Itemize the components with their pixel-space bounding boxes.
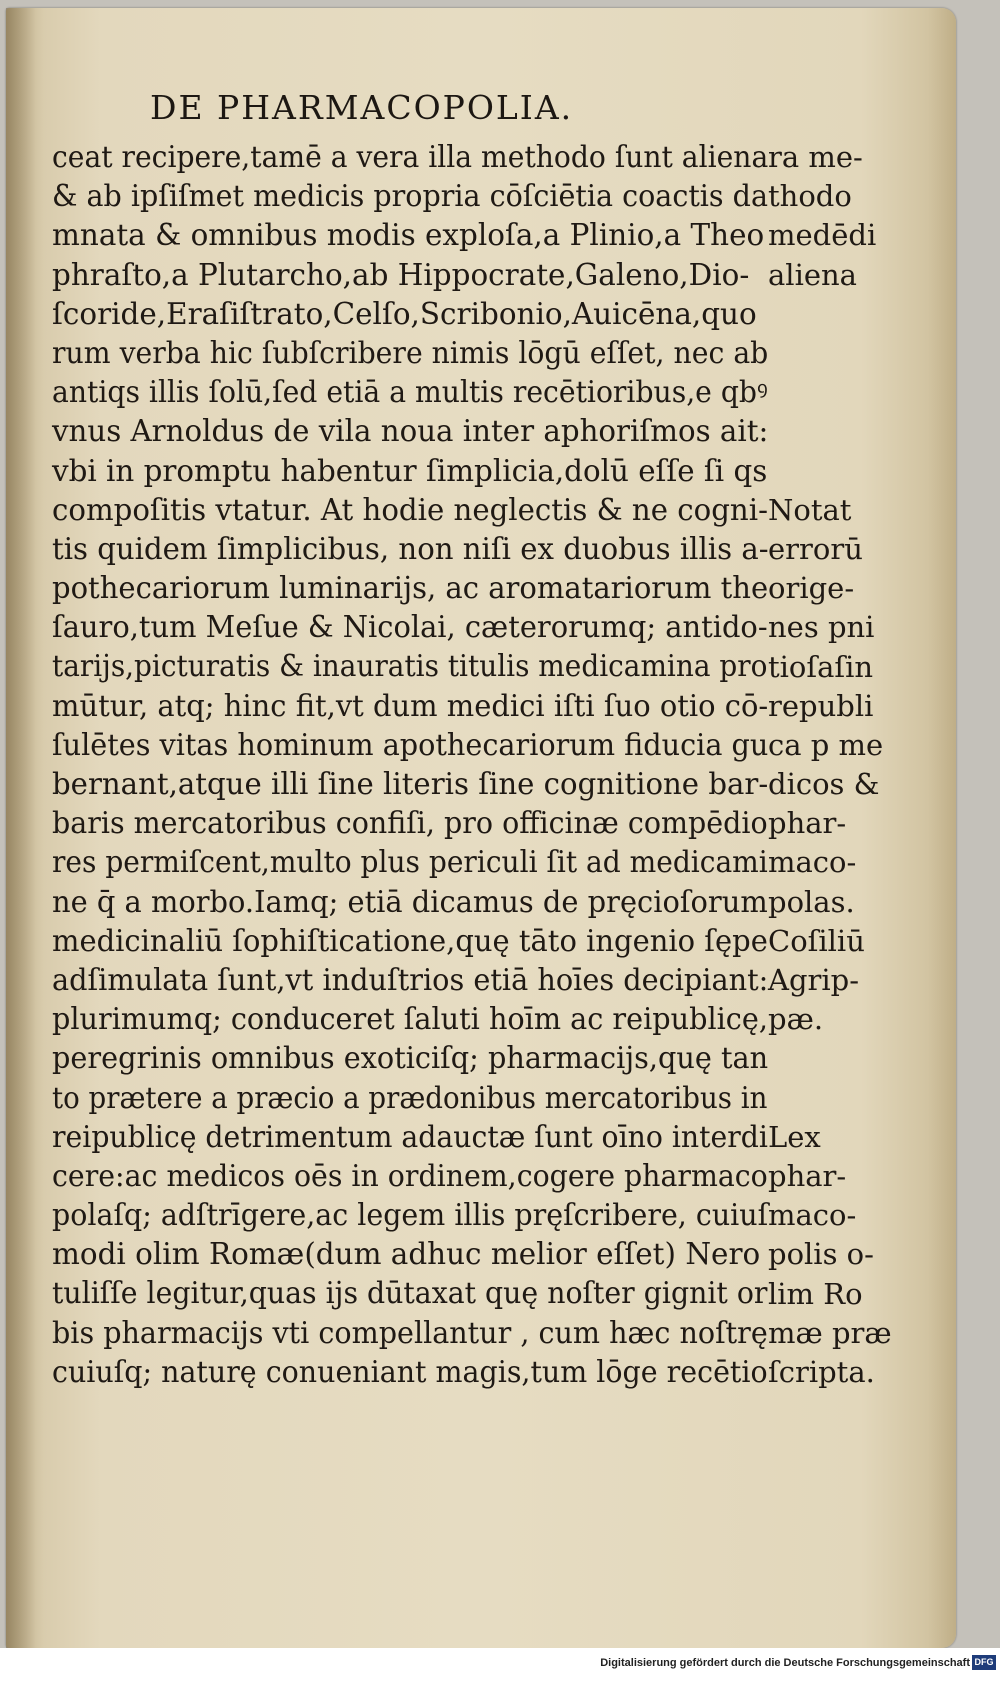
marginal-note-line: thodo (768, 179, 852, 214)
marginal-note-line: maco- (768, 1198, 857, 1233)
text-line: ſulētes vitas hominum apothecariorum fiducia gu (52, 727, 769, 762)
marginal-note (768, 1118, 918, 1392)
marginal-note-line: dicos & (768, 767, 880, 802)
marginal-note-line: orige- (768, 571, 855, 606)
text-line: ceat recipere,tamē a vera illa methodo ſunt aliena (52, 140, 769, 174)
text-line: bernant,atque illi ſine literis ſine cognitione bar- (52, 767, 769, 801)
dfg-logo-icon: DFG (972, 1655, 996, 1670)
text-line: tis quidem ſimplicibus, non niſi ex duobus illis a- (52, 531, 769, 566)
text-line: cuiuſq; naturę conueniant magis,tum lōge recētio (52, 1354, 768, 1389)
marginal-note-line: ra me- (768, 140, 863, 174)
marginal-note-line: phar- (768, 806, 847, 841)
text-line: peregrinis omnibus exoticiſq; pharmacijs,quę tan (52, 1041, 769, 1076)
text-line: baris mercatoribus confiſi, pro officinæ compēdio (52, 806, 768, 841)
running-head: DE PHARMACOPOLIA. (150, 88, 574, 127)
text-line: tuliſſe legitur,quas ijs dūtaxat quę noſter gignit or (52, 1276, 768, 1311)
marginal-note-line: Notat (768, 492, 852, 527)
digitization-footer (0, 1648, 1000, 1681)
text-line: ſcoride,Eraſiſtrato,Celſo,Scribonio,Auicēna,quo (52, 296, 757, 331)
marginal-note (768, 922, 918, 1040)
marginal-note-line: mæ præ (768, 1315, 892, 1350)
marginal-note-line: polis o- (768, 1237, 874, 1272)
marginal-note-line: phar- (768, 1158, 847, 1193)
marginal-note-line: Agrip- (768, 963, 860, 997)
text-line: mūtur, atq; hinc fit,vt dum medici iſti ſuo otio cō- (52, 688, 769, 723)
text-line: plurimumq; conduceret ſaluti hoīm ac reipublicę, (52, 1002, 768, 1037)
body-text (52, 138, 770, 1392)
text-line: tarijs,picturatis & inauratis titulis medicamina pro (52, 649, 768, 684)
marginal-note-line: aliena (768, 257, 857, 292)
marginal-note-line: polas. (768, 884, 855, 919)
marginal-note-line: ca p me (768, 727, 884, 762)
marginal-note-line: Coſiliū (768, 923, 865, 958)
text-line: ſauro,tum Meſue & Nicolai, cæterorumq; antido- (52, 610, 768, 645)
footer-credit: Digitalisierung gefördert durch die Deutsche Forschungsgemeinschaft (600, 1657, 970, 1669)
marginal-note-line: maco- (768, 845, 857, 880)
text-line: vbi in promptu habentur ſimplicia,dolū eſſe ſi qs (52, 453, 768, 488)
text-line: & ab ipſiſmet medicis propria cōſciētia coactis da (52, 179, 768, 214)
marginal-note-line: medēdi (768, 218, 877, 253)
marginal-note-line: errorū (768, 531, 863, 566)
text-line: reipublicę detrimentum adauctæ ſunt oīno interdi (52, 1119, 768, 1154)
gutter-shadow (6, 8, 36, 1648)
text-line: medicinaliū ſophiſticatione,quę tāto ingenio ſępe (52, 923, 768, 958)
text-line: ne q̄ a morbo.Iamq; etiā dicamus de pręcioſorum (52, 884, 768, 919)
text-line: res permiſcent,multo plus periculi ſit ad medicami (52, 845, 768, 880)
marginal-note (768, 138, 918, 295)
text-line: mnata & omnibus modis exploſa,a Plinio,a Theo (52, 218, 765, 253)
text-line: phraſto,a Plutarcho,ab Hippocrate,Galeno,Dio- (52, 257, 750, 292)
text-line: antiqs illis ſolū,ſed etiā a multis recētioribus,e qbꝰ (52, 375, 768, 410)
text-line: pothecariorum luminarijs, ac aromatariorum the (52, 571, 769, 606)
marginal-note-line: lim Ro (768, 1276, 863, 1311)
marginal-note-line: pæ. (768, 1002, 824, 1037)
text-line: cere:ac medicos oēs in ordinem,cogere pharmaco (52, 1158, 768, 1193)
marginal-note-line: ſcripta. (768, 1354, 875, 1389)
marginal-note-line: republi (768, 688, 874, 723)
text-line: bis pharmacijs vti compellantur , cum hæc noſtrę (52, 1315, 768, 1350)
marginal-note-line: Lex (768, 1119, 821, 1154)
margin-notes (768, 138, 918, 1392)
marginal-note (768, 491, 918, 922)
text-line: modi olim Romæ(dum adhuc melior eſſet) Nero (52, 1237, 761, 1272)
text-line: rum verba hic ſubſcribere nimis lōgū eſſet, nec ab (52, 335, 769, 370)
marginal-note-line: tioſaſin (768, 649, 874, 684)
text-line: polaſq; adſtrīgere,ac legem illis pręſcribere, cuiuſ (52, 1198, 769, 1233)
text-line: to prætere a præcio a prædonibus mercatoribus in (52, 1080, 768, 1115)
text-line: vnus Arnoldus de vila noua inter aphoriſmos ait: (52, 414, 769, 449)
marginal-note-line: nes pni (768, 610, 875, 645)
text-line: compoſitis vtatur. At hodie neglectis & ne cogni- (52, 492, 768, 527)
text-line: adſimulata ſunt,vt induſtrios etiā hoīes decipiant: (52, 962, 769, 997)
